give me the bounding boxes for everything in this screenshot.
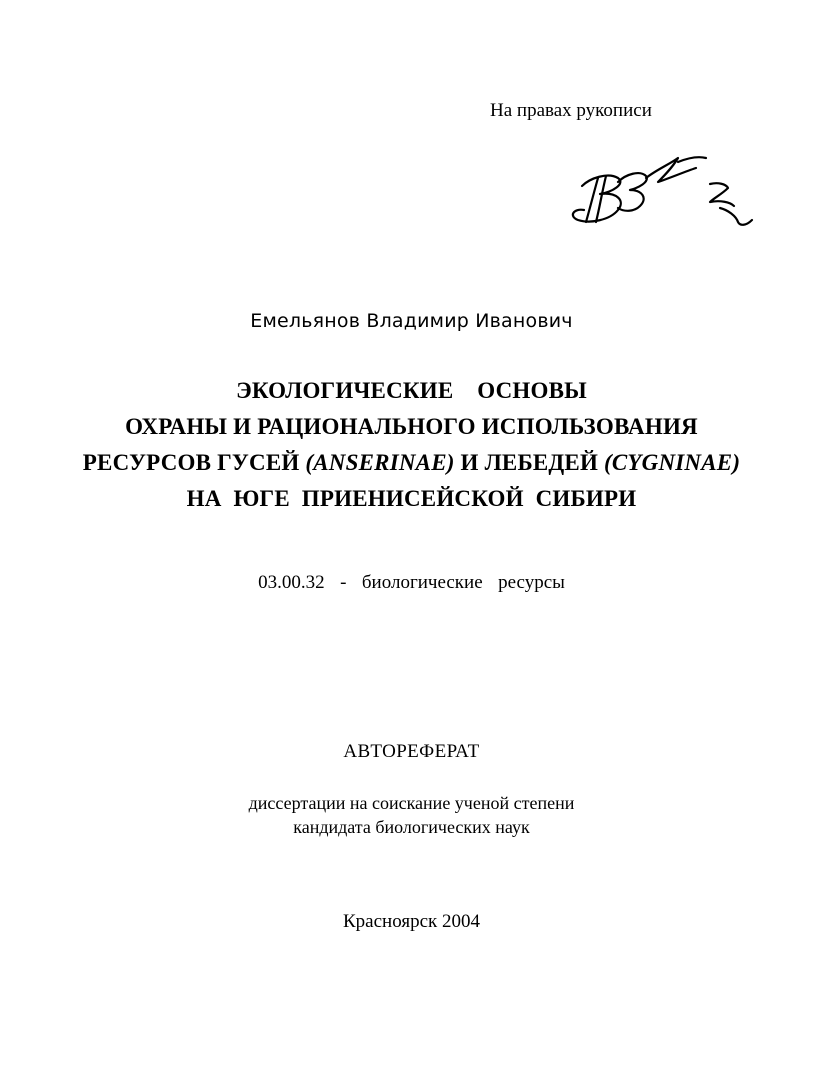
thesis-title bbox=[0, 373, 823, 517]
title-text: И ЛЕБЕДЕЙ bbox=[454, 450, 605, 475]
handwritten-signature bbox=[560, 148, 770, 233]
title-line: ОХРАНЫ И РАЦИОНАЛЬНОГО ИСПОЛЬЗОВАНИЯ bbox=[125, 414, 698, 439]
title-text: РЕСУРСОВ ГУСЕЙ bbox=[82, 450, 306, 475]
degree-line: кандидата биологических наук bbox=[293, 817, 530, 837]
specialty-code: 03.00.32 - биологические ресурсы bbox=[258, 572, 565, 593]
degree-line: диссертации на соискание ученой степени bbox=[248, 793, 575, 813]
degree-description bbox=[0, 791, 823, 839]
latin-taxon-name: (ANSERINAE) bbox=[305, 450, 455, 475]
title-line bbox=[0, 445, 823, 481]
document-type: АВТОРЕФЕРАТ bbox=[343, 741, 480, 762]
rights-note: На правах рукописи bbox=[490, 100, 652, 121]
latin-taxon-name: (CYGNINAE) bbox=[604, 450, 741, 475]
place-and-year: Красноярск 2004 bbox=[343, 911, 480, 932]
title-line: НА ЮГЕ ПРИЕНИСЕЙСКОЙ СИБИРИ bbox=[186, 486, 637, 511]
title-line: ЭКОЛОГИЧЕСКИЕ ОСНОВЫ bbox=[236, 378, 587, 403]
author-name: Емельянов Владимир Иванович bbox=[250, 310, 573, 332]
